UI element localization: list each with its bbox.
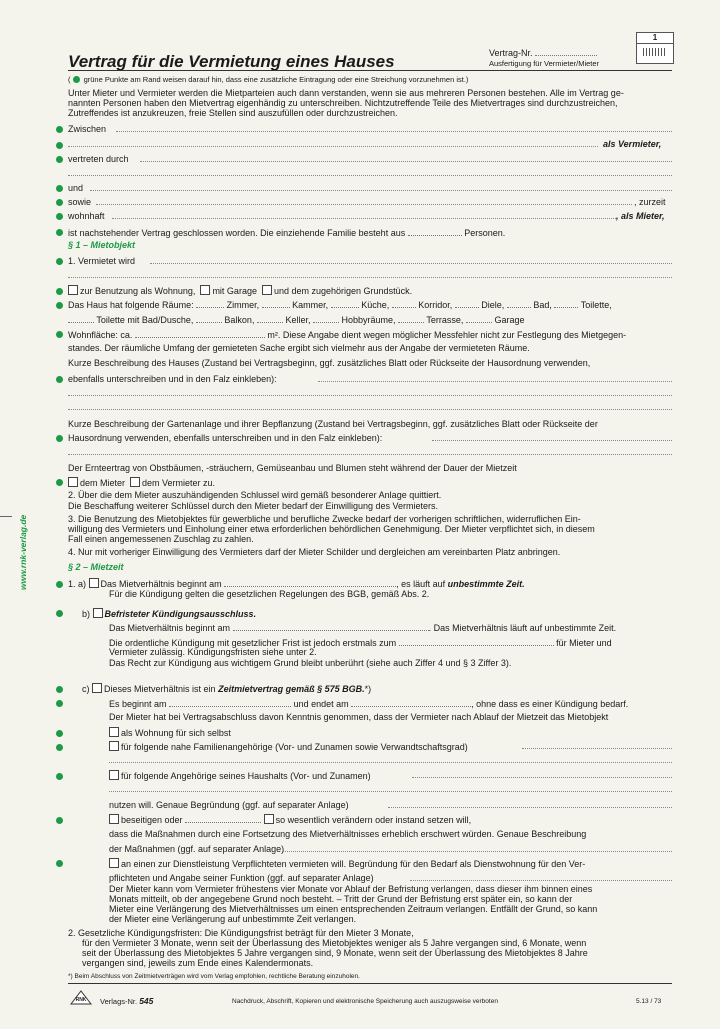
green-dot-icon xyxy=(56,199,63,206)
field-funktion[interactable] xyxy=(410,880,672,881)
footer-notice: Nachdruck, Abschrift, Kopieren und elektronische Speicherung auch auszugsweise verboten xyxy=(232,998,498,1005)
fold-mark xyxy=(0,516,12,517)
green-dot-icon xyxy=(56,126,63,133)
field-familie[interactable] xyxy=(522,748,672,749)
green-dot-icon xyxy=(56,581,63,588)
s2-c-o4: beseitigen oder so wesentlich verändern oder instand setzen will, xyxy=(109,814,471,825)
green-dot-icon xyxy=(56,302,63,309)
intro-line: Unter Mieter und Vermieter werden die Mietparteien auch dann verstanden, wenn sie aus mehreren Personen bestehen. Alle im Vertrag ge- xyxy=(68,88,624,98)
field-vertreter[interactable] xyxy=(140,161,672,162)
form-number-box xyxy=(636,32,674,64)
field-garten[interactable] xyxy=(432,440,672,441)
field-vermieter-address[interactable] xyxy=(68,146,598,147)
field-beginn-a[interactable] xyxy=(224,578,396,587)
intro-line: nannten Personen haben den Mietvertrag eigenhändig zu unterschreiben. Nichtzutreffende Teile des Mietvertrages sind durchzustreichen, xyxy=(68,98,618,108)
field-kuendigung-b[interactable] xyxy=(399,637,554,646)
s2-c-o5: an einen zur Dienstleistung Verpflichteten vermieten will. Begründung für den Bedarf als Dienstwohnung für den Ver- xyxy=(109,858,585,869)
field-haus-beschreibung-2[interactable] xyxy=(68,395,672,396)
field-garten-2[interactable] xyxy=(68,454,672,455)
copy-label: Ausfertigung für Vermieter/Mieter xyxy=(489,59,600,68)
label-und: und xyxy=(68,183,84,193)
s2-b-l3: Vermieter zulässig. Kündigungsfristen siehe unter 2. xyxy=(109,647,317,657)
field-wohnflaeche[interactable] xyxy=(135,329,265,338)
green-dot-icon xyxy=(56,860,63,867)
s2-c-o5b: pflichteten und Angabe seiner Funktion (ggf. auf separater Anlage) xyxy=(109,873,374,883)
kurz-garten-line: Kurze Beschreibung der Gartenanlage und ihrer Bepflanzung (Zustand bei Vertragsbeginn, ggf. zusätzliches Blatt oder Rückseite der xyxy=(68,419,598,429)
green-dot-icon xyxy=(56,142,63,149)
s2-c-l2: Der Mieter hat bei Vertragsabschluss davon Kenntnis genommen, dass der Vermieter nach Ablauf der Mietzeit das Mietobjekt xyxy=(109,712,609,722)
s2-b-l1: Das Mietverhältnis beginnt am . Das Mietverhältnis läuft auf unbestimmte Zeit. xyxy=(109,623,617,633)
s2-item2-l2: für den Vermieter 3 Monate, wenn seit der Überlassung des Mietobjektes weniger als 5 Jahre vergangen sind, 6 Monate, wenn xyxy=(82,938,587,948)
green-dot-icon xyxy=(56,213,63,220)
green-dot-icon xyxy=(56,229,63,236)
footer-rule xyxy=(68,983,672,984)
checkbox-veraendern[interactable] xyxy=(264,814,274,824)
kurz-haus-line-2: ebenfalls unterschreiben und in den Falz einkleben): xyxy=(68,374,277,384)
item-2: 2. Über die dem Mieter auszuhändigenden Schlussel wird gemäß besonderer Anlage quittiert. xyxy=(68,490,442,500)
kurz-garten-line-2: Hausordnung verwenden, ebenfalls unterschreiben und in den Falz einkleben): xyxy=(68,433,383,443)
item-vermietet: 1. Vermietet wird xyxy=(68,256,136,266)
s2-c-p4: der Mieter eine Verlängerung auf unbestimmte Zeit verlangen. xyxy=(109,914,357,924)
checkbox-ernte-mieter[interactable] xyxy=(68,477,78,487)
green-dot-icon xyxy=(56,376,63,383)
checkbox-grundstueck[interactable] xyxy=(262,285,272,295)
label-zurzeit: , zurzeit xyxy=(634,197,666,207)
intro-note: ( grüne Punkte am Rand weisen darauf hin, dass eine zusätzliche Eintragung oder eine Streichung vorzunehmen ist.) xyxy=(68,75,469,84)
field-haushalt[interactable] xyxy=(412,777,672,778)
checkbox-zeitmietvertrag[interactable] xyxy=(92,683,102,693)
checkbox-wohnung[interactable] xyxy=(68,285,78,295)
checkbox-beseitigen[interactable] xyxy=(109,814,119,824)
field-mieter2[interactable] xyxy=(96,204,632,205)
green-dot-icon xyxy=(73,76,80,83)
checkbox-familie[interactable] xyxy=(109,741,119,751)
s2-item2-l4: vergangen sind, jeweils zum Ende eines Kalendermonats. xyxy=(82,958,314,968)
ernte-line: Der Ernteertrag von Obstbäumen, -sträuchern, Gemüseanbau und Blumen steht während der Dauer der Mietzeit xyxy=(68,463,517,473)
rnk-logo: RNK xyxy=(70,990,92,1006)
green-dot-icon xyxy=(56,773,63,780)
barcode-icon xyxy=(643,48,667,56)
field-massnahmen[interactable] xyxy=(282,851,672,852)
field-haus-beschreibung-3[interactable] xyxy=(68,409,672,410)
green-dot-icon xyxy=(56,610,63,617)
contract-nr-field[interactable] xyxy=(535,47,597,56)
field-objekt[interactable] xyxy=(150,263,672,264)
s2-c-p2: Monats mitteilt, ob der angegebene Grund noch besteht. – Tritt der Grund der Befristung erst später ein, so kann der xyxy=(109,894,573,904)
checkbox-dienstwohnung[interactable] xyxy=(109,858,119,868)
green-dot-icon xyxy=(56,258,63,265)
label-wohnhaft: wohnhaft xyxy=(68,211,105,221)
field-personen[interactable] xyxy=(408,227,462,236)
page-title: Vertrag für die Vermietung eines Hauses xyxy=(68,52,395,71)
s2-item2: 2. Gesetzliche Kündigungsfristen: Die Kündigungsfrist beträgt für den Mieter 3 Monate, xyxy=(68,928,414,938)
field-mieter1[interactable] xyxy=(90,190,672,191)
field-familie-2[interactable] xyxy=(109,762,672,763)
field-begruendung[interactable] xyxy=(388,807,672,808)
kurz-haus-line: Kurze Beschreibung des Hauses (Zustand bei Vertragsbeginn, ggf. zusätzliches Blatt oder Rückseite der Hausordnung verwenden, xyxy=(68,358,591,368)
field-beginn-b[interactable] xyxy=(233,622,429,631)
field-vertreter-2[interactable] xyxy=(68,175,672,176)
s2-item2-l3: seit der Überlassung des Mietobjektes 5 Jahre vergangen sind, 9 Monate, wenn seit der Überlassung des Mietobjektes 8 Jahre xyxy=(82,948,588,958)
s2-a-sub: Für die Kündigung gelten die gesetzlichen Regelungen des BGB, gemäß Abs. 2. xyxy=(109,589,430,599)
closing-line: ist nachstehender Vertrag geschlossen worden. Die einziehende Familie besteht aus Personen. xyxy=(68,228,506,238)
s2-b-line: b) Befristeter Kündigungsausschluss. xyxy=(82,609,257,619)
s2-a-line: 1. a) Das Mietverhältnis beginnt am , es läuft auf unbestimmte Zeit. xyxy=(68,579,525,589)
green-dot-icon xyxy=(56,817,63,824)
green-dot-icon xyxy=(56,479,63,486)
s2-c-o2: für folgende nahe Familienangehörige (Vor- und Zunamen sowie Verwandtschaftsgrad) xyxy=(109,741,468,752)
checkbox-haushalt[interactable] xyxy=(109,770,119,780)
label-vertreten: vertreten durch xyxy=(68,154,129,164)
ernte-options: dem Mieter dem Vermieter zu. xyxy=(68,477,215,488)
green-dot-icon xyxy=(56,435,63,442)
section-heading-1: § 1 – Mietobjekt xyxy=(68,240,136,250)
checkbox-unbestimmt[interactable] xyxy=(89,578,99,588)
intro-line: Zutreffendes ist anzukreuzen, freie Stellen sind auszufüllen oder durchzustreichen. xyxy=(68,108,398,118)
green-dot-icon xyxy=(56,288,63,295)
field-haushalt-2[interactable] xyxy=(109,791,672,792)
field-haus-beschreibung[interactable] xyxy=(318,381,672,382)
label-als-vermieter: als Vermieter, xyxy=(603,139,662,149)
checkbox-kuendigungsausschluss[interactable] xyxy=(93,608,103,618)
label-sowie: sowie xyxy=(68,197,92,207)
item-4: 4. Nur mit vorheriger Einwilligung des Vermieters darf der Mieter Schilder und dergleichen am vereinbarten Platz anbringen. xyxy=(68,547,561,557)
raeume-line: Das Haus hat folgende Räume: Zimmer, Kammer, Küche, Korridor, Diele, Bad, Toilette, xyxy=(68,300,612,310)
form-number: 1 xyxy=(637,33,673,44)
field-objekt-2[interactable] xyxy=(68,277,672,278)
item-3: 3. Die Benutzung des Mietobjektes für gewerbliche und berufliche Zwecke bedarf der vorherigen schriftlichen, widerruflichen Ein- xyxy=(68,514,581,524)
raeume-line-2: Toilette mit Bad/Dusche, Balkon, Keller, Hobbyräume, Terrasse, Garage xyxy=(68,314,525,325)
footer-verlag: Verlags-Nr. 545 xyxy=(100,996,154,1006)
footnote: *) Beim Abschluss von Zeitmietverträgen wird vom Verlag empfohlen, rechtliche Beratung einzuholen. xyxy=(68,973,360,980)
green-dot-icon xyxy=(56,744,63,751)
green-dot-icon xyxy=(56,331,63,338)
s2-c-o4c: dass die Maßnahmen durch eine Fortsetzung des Mietverhältnisses erheblich erschwert würden. Genaue Beschreibung xyxy=(109,829,587,839)
field-vermieter-name[interactable] xyxy=(116,131,672,132)
field-ende-c[interactable] xyxy=(351,698,471,707)
checkbox-garage[interactable] xyxy=(200,285,210,295)
green-dot-icon xyxy=(56,156,63,163)
item-2b: Die Beschaffung weiterer Schlüssel durch den Mieter bedarf der Einwilligung des Vermieters. xyxy=(68,501,439,511)
green-dot-icon xyxy=(56,730,63,737)
green-dot-icon xyxy=(56,185,63,192)
sidebar-url: www.rnk-verlag.de xyxy=(18,514,28,590)
wohnflaeche-line-2: standes. Der räumliche Umfang der gemieteten Sache ergibt sich vielmehr aus der Angabe der vermieteten Räume. xyxy=(68,343,530,353)
s2-c-o1: als Wohnung für sich selbst xyxy=(109,727,231,738)
item-3c: Fall einen angemessenen Zuschlag zu zahlen. xyxy=(68,534,254,544)
checkbox-selbst[interactable] xyxy=(109,727,119,737)
s2-c-o3: für folgende Angehörige seines Haushalts (Vor- und Zunamen) xyxy=(109,770,371,781)
field-beginn-c[interactable] xyxy=(169,698,291,707)
footer-code: 5.13 / 73 xyxy=(636,998,662,1005)
label-als-mieter: , als Mieter, xyxy=(616,211,665,221)
s2-c-p3: Mieter eine Verlängerung des Mietverhältnisses um einen entsprechenden Zeitraum verlangen. Entfällt der Grund, so kann xyxy=(109,904,598,914)
field-wohnhaft[interactable] xyxy=(112,218,616,219)
header-rule xyxy=(68,70,672,71)
label-zwischen: Zwischen xyxy=(68,124,107,134)
contract-nr-label: Vertrag-Nr. xyxy=(489,47,597,58)
s2-c-p1: Der Mieter kann vom Vermieter frühestens vier Monate vor Ablauf der Befristung verlangen, dass dieser ihm binnen eines xyxy=(109,884,593,894)
green-dot-icon xyxy=(56,686,63,693)
item-3b: willigung des Vermieters und Einholung einer etwa erforderlichen behördlichen Genehmigung. Der Mieter verpflichtet sich, in diesem xyxy=(68,524,595,534)
wohnflaeche-line: Wohnfläche: ca. m². Diese Angabe dient wegen möglicher Messfehler nicht zur Festlegung des Mietgegen- xyxy=(68,330,627,340)
s2-c-nutzen: nutzen will. Genaue Begründung (ggf. auf separater Anlage) xyxy=(109,800,349,810)
section-heading-2: § 2 – Mietzeit xyxy=(68,562,124,572)
s2-c-l1: Es beginnt am und endet am , ohne dass es einer Kündigung bedarf. xyxy=(109,699,629,709)
s2-c-line: c) Dieses Mietverhältnis ist ein Zeitmietvertrag gemäß § 575 BGB.*) xyxy=(82,684,372,694)
green-dot-icon xyxy=(56,700,63,707)
s2-b-l4: Das Recht zur Kündigung aus wichtigem Grund bleibt unberührt (siehe auch Ziffer 4 und § 3 Ziffer 3). xyxy=(109,658,512,668)
checkbox-ernte-vermieter[interactable] xyxy=(130,477,140,487)
s2-b-l2: Die ordentliche Kündigung mit gesetzlicher Frist ist jedoch erstmals zum für Mieter und xyxy=(109,638,612,648)
s2-c-o4d: der Maßnahmen (ggf. auf separater Anlage) xyxy=(109,844,285,854)
use-options: zur Benutzung als Wohnung, mit Garage und dem zugehörigen Grundstück. xyxy=(68,285,412,296)
